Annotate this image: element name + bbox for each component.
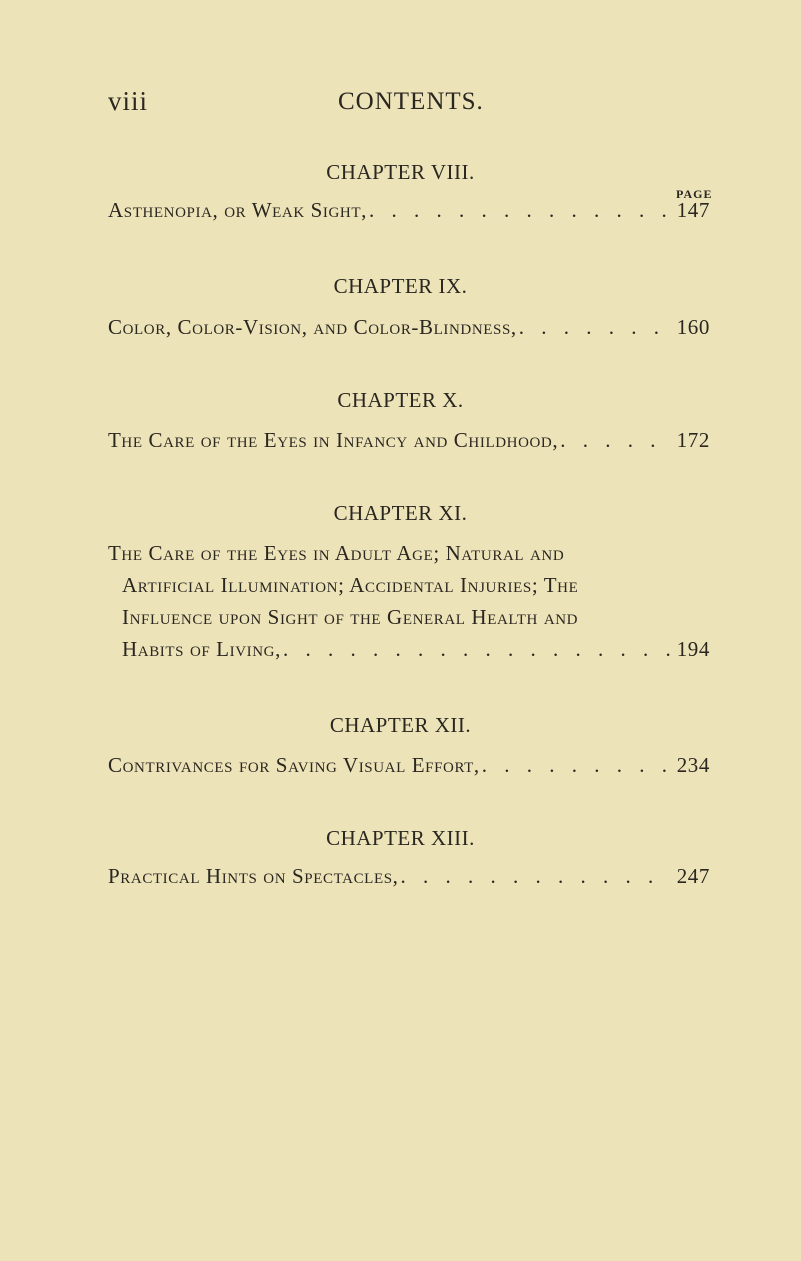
chapter-heading: CHAPTER XI. (333, 501, 468, 525)
page-column-label: PAGE (676, 187, 713, 201)
chapter-heading: CHAPTER VIII. (326, 160, 475, 184)
entry-page: 160 (676, 315, 710, 339)
leader-dots (401, 864, 671, 889)
entry-title-line: Habits of Living, (122, 637, 281, 661)
chapter-heading: CHAPTER IX. (333, 274, 468, 298)
leader-dots (369, 198, 671, 223)
toc-entry (108, 198, 710, 230)
entry-title: Color, Color-Vision, and Color-Blindness, (108, 315, 517, 339)
leader-dots (519, 315, 671, 340)
entry-page: 247 (676, 864, 710, 888)
entry-title: Contrivances for Saving Visual Effort, (108, 753, 480, 777)
page-numeral: viii (108, 86, 149, 116)
toc-entry (108, 428, 710, 460)
toc-entry (108, 541, 710, 669)
toc-entry (108, 864, 710, 896)
entry-page: 234 (676, 753, 710, 777)
entry-page: 147 (676, 198, 710, 222)
toc-entry (108, 753, 710, 785)
entry-title-line: Influence upon Sight of the General Health and (122, 605, 579, 629)
leader-dots (283, 637, 671, 662)
chapter-heading: CHAPTER XIII. (326, 826, 475, 850)
entry-title-line: The Care of the Eyes in Adult Age; Natural and (108, 541, 565, 565)
entry-title: Asthenopia, or Weak Sight, (108, 198, 367, 222)
entry-title: Practical Hints on Spectacles, (108, 864, 399, 888)
entry-title-line: Artificial Illumination; Accidental Injuries; The (122, 573, 579, 597)
leader-dots (482, 753, 671, 778)
chapter-heading: CHAPTER XII. (329, 713, 472, 737)
toc-entry (108, 315, 710, 347)
chapter-heading: CHAPTER X. (337, 388, 464, 412)
leader-dots (560, 428, 670, 453)
entry-page: 194 (676, 637, 710, 661)
running-title: CONTENTS. (338, 88, 484, 115)
entry-page: 172 (676, 428, 710, 452)
entry-title: The Care of the Eyes in Infancy and Childhood, (108, 428, 559, 452)
